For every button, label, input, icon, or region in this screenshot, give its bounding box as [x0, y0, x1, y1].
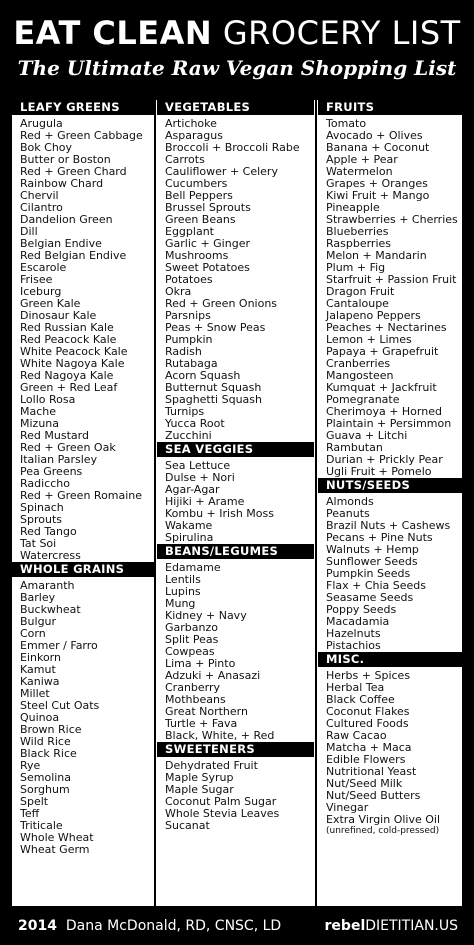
list-item: Cilantro	[20, 201, 63, 214]
list-item: Bok Choy	[20, 141, 73, 154]
list-item: Walnuts + Hemp	[326, 543, 419, 556]
list-item: Flax + Chia Seeds	[326, 579, 427, 592]
list-item: Seasame Seeds	[326, 591, 414, 604]
list-item: Maple Syrup	[165, 771, 234, 784]
list-item: Pea Greens	[20, 465, 83, 478]
list-item: Red Belgian Endive	[20, 249, 127, 262]
list-item: Pumpkin	[165, 333, 213, 346]
list-item: Peaches + Nectarines	[326, 321, 447, 334]
list-item: Hijiki + Arame	[165, 495, 245, 508]
list-item: Cowpeas	[165, 645, 215, 658]
list-item: Kamut	[20, 663, 56, 676]
section-nuts-seeds	[318, 478, 462, 652]
list-item: Wheat Germ	[20, 843, 90, 856]
list-item: Spirulina	[165, 531, 214, 544]
list-item: Garlic + Ginger	[165, 237, 250, 250]
column-right	[318, 100, 462, 837]
section-heading: VEGETABLES	[157, 100, 314, 115]
list-item: Coconut Palm Sugar	[165, 795, 277, 808]
list-item: Lollo Rosa	[20, 393, 76, 406]
list-item: Spaghetti Squash	[165, 393, 262, 406]
list-item: Ugli Fruit + Pomelo	[326, 465, 432, 478]
list-item: Rainbow Chard	[20, 177, 104, 190]
list-item: Bell Peppers	[165, 189, 233, 202]
section-heading: BEANS/LEGUMES	[157, 544, 314, 559]
section-misc	[318, 652, 462, 837]
list-item: Melon + Mandarin	[326, 249, 427, 262]
column-middle	[157, 100, 314, 832]
list-item: Starfruit + Passion Fruit	[326, 273, 457, 286]
list-item: Kaniwa	[20, 675, 60, 688]
list-item: Pecans + Pine Nuts	[326, 531, 433, 544]
list-item: Amaranth	[20, 579, 75, 592]
item-list	[318, 118, 462, 478]
item-list	[318, 496, 462, 652]
list-item: Green Kale	[20, 297, 81, 310]
list-item: Adzuki + Anasazi	[165, 669, 261, 682]
list-item: Black, White, + Red	[165, 729, 275, 742]
list-item: Yucca Root	[165, 417, 225, 430]
list-item: Red + Green Cabbage	[20, 129, 143, 142]
list-item: Herbs + Spices	[326, 669, 411, 682]
list-item: Quinoa	[20, 711, 60, 724]
section-heading: SEA VEGGIES	[157, 442, 314, 457]
list-item: Lima + Pinto	[165, 657, 236, 670]
list-item: Guava + Litchi	[326, 429, 408, 442]
list-item: Nut/Seed Butters	[326, 789, 421, 802]
list-item: Buckwheat	[20, 603, 81, 616]
list-item: Cauliflower + Celery	[165, 165, 278, 178]
list-item: Blueberries	[326, 225, 389, 238]
list-item: Raw Cacao	[326, 729, 387, 742]
list-item: Edible Flowers	[326, 753, 406, 766]
list-item: Red + Green Chard	[20, 165, 127, 178]
section-whole-grains	[12, 562, 154, 856]
list-item: Rye	[20, 759, 41, 772]
list-item: Watercress	[20, 549, 81, 562]
footer-site-rest: DIETITIAN.US	[365, 918, 458, 934]
item-list	[157, 760, 314, 832]
list-item: Cranberry	[165, 681, 221, 694]
list-item: Lentils	[165, 573, 201, 586]
list-item: Rutabaga	[165, 357, 218, 370]
list-item: Durian + Prickly Pear	[326, 453, 443, 466]
list-item: Red Peacock Kale	[20, 333, 117, 346]
list-item: Peanuts	[326, 507, 370, 520]
list-item: Radiccho	[20, 477, 70, 490]
list-item: Cantaloupe	[326, 297, 389, 310]
list-item: Arugula	[20, 117, 63, 130]
list-item: Nut/Seed Milk	[326, 777, 403, 790]
list-item: Iceburg	[20, 285, 62, 298]
list-item: Turnips	[165, 405, 205, 418]
list-item: Lupins	[165, 585, 201, 598]
section-beans-legumes	[157, 544, 314, 742]
list-item: Brown Rice	[20, 723, 82, 736]
item-list	[318, 670, 462, 826]
list-item: Mizuna	[20, 417, 60, 430]
section-heading: LEAFY GREENS	[12, 100, 154, 115]
title-light: GROCERY LIST	[222, 14, 461, 52]
list-item: Mothbeans	[165, 693, 226, 706]
item-list	[157, 562, 314, 742]
list-item: Kumquat + Jackfruit	[326, 381, 437, 394]
header	[0, 0, 474, 98]
list-item: Spinach	[20, 501, 64, 514]
list-item: Extra Virgin Olive Oil	[326, 813, 441, 826]
list-item: Carrots	[165, 153, 205, 166]
list-item: Dragon Fruit	[326, 285, 395, 298]
list-item: Artichoke	[165, 117, 217, 130]
list-item: Raspberries	[326, 237, 392, 250]
footer-credit	[18, 918, 281, 934]
list-item: Kidney + Navy	[165, 609, 247, 622]
list-item: Jalapeno Peppers	[326, 309, 421, 322]
list-item: Banana + Coconut	[326, 141, 430, 154]
list-item: Whole Wheat	[20, 831, 94, 844]
title-bold: EAT CLEAN	[13, 14, 213, 52]
list-item: Pistachios	[326, 639, 381, 652]
list-item: Red Tango	[20, 525, 77, 538]
section-fruits	[318, 100, 462, 478]
list-item: Red + Green Oak	[20, 441, 116, 454]
list-item: Turtle + Fava	[165, 717, 238, 730]
list-item: Frisee	[20, 273, 53, 286]
list-item: Tat Soi	[20, 537, 57, 550]
list-item: Chervil	[20, 189, 59, 202]
list-item: Pomegranate	[326, 393, 400, 406]
list-item: Brazil Nuts + Cashews	[326, 519, 451, 532]
list-item: Rambutan	[326, 441, 383, 454]
list-item: Watermelon	[326, 165, 393, 178]
list-item: Dehydrated Fruit	[165, 759, 258, 772]
list-item: Red + Green Romaine	[20, 489, 143, 502]
list-item: Triticale	[20, 819, 63, 832]
page-title	[0, 14, 474, 52]
list-item: Lemon + Limes	[326, 333, 412, 346]
list-item: Italian Parsley	[20, 453, 98, 466]
list-item: Hazelnuts	[326, 627, 381, 640]
list-item: Green + Red Leaf	[20, 381, 118, 394]
section-leafy-greens	[12, 100, 154, 562]
section-heading: MISC.	[318, 652, 462, 667]
list-item: White Nagoya Kale	[20, 357, 125, 370]
item-list	[157, 460, 314, 544]
list-item: Brussel Sprouts	[165, 201, 251, 214]
list-item: Potatoes	[165, 273, 213, 286]
section-sweeteners	[157, 742, 314, 832]
footer-author: Dana McDonald, RD, CNSC, LD	[65, 918, 282, 934]
list-item: Matcha + Maca	[326, 741, 412, 754]
list-item: Sorghum	[20, 783, 70, 796]
list-item: Plaintain + Persimmon	[326, 417, 452, 430]
list-item: Great Northern	[165, 705, 248, 718]
list-item: Sweet Potatoes	[165, 261, 250, 274]
list-item: Dill	[20, 225, 38, 238]
list-item: Okra	[165, 285, 192, 298]
item-list	[157, 118, 314, 442]
list-item: Edamame	[165, 561, 221, 574]
list-item: Black Rice	[20, 747, 77, 760]
list-item: Mushrooms	[165, 249, 229, 262]
list-item: Zucchini	[165, 429, 212, 442]
list-item: Corn	[20, 627, 46, 640]
list-item: Black Coffee	[326, 693, 395, 706]
list-item: Avocado + Olives	[326, 129, 423, 142]
list-item: Macadamia	[326, 615, 390, 628]
column-divider	[154, 100, 156, 906]
list-item: Pineapple	[326, 201, 380, 214]
list-item: Parsnips	[165, 309, 211, 322]
section-vegetables	[157, 100, 314, 442]
list-item: Dandelion Green	[20, 213, 113, 226]
list-item: Spelt	[20, 795, 49, 808]
list-item: Nutritional Yeast	[326, 765, 417, 778]
list-item: Mangosteen	[326, 369, 394, 382]
section-sea-veggies	[157, 442, 314, 544]
list-item: Red Mustard	[20, 429, 89, 442]
list-item: Sunflower Seeds	[326, 555, 418, 568]
list-item: Tomato	[326, 117, 367, 130]
list-item: Almonds	[326, 495, 374, 508]
list-item: Butter or Boston	[20, 153, 111, 166]
list-item: Steel Cut Oats	[20, 699, 100, 712]
list-item: Mache	[20, 405, 57, 418]
footer-site-bold: rebel	[324, 918, 366, 934]
list-item: Vinegar	[326, 801, 369, 814]
list-item: Herbal Tea	[326, 681, 385, 694]
list-item: Wakame	[165, 519, 213, 532]
list-item: Poppy Seeds	[326, 603, 397, 616]
list-item: Pumpkin Seeds	[326, 567, 411, 580]
section-heading: FRUITS	[318, 100, 462, 115]
list-item: Coconut Flakes	[326, 705, 410, 718]
list-item: Red Nagoya Kale	[20, 369, 114, 382]
list-item: Sucanat	[165, 819, 210, 832]
list-item: Red + Green Onions	[165, 297, 278, 310]
list-item: Wild Rice	[20, 735, 71, 748]
list-item: White Peacock Kale	[20, 345, 128, 358]
list-item: Semolina	[20, 771, 72, 784]
list-item: Mung	[165, 597, 196, 610]
list-item: Red Russian Kale	[20, 321, 114, 334]
list-item: Bulgur	[20, 615, 57, 628]
list-item: Garbanzo	[165, 621, 218, 634]
list-item: Dulse + Nori	[165, 471, 235, 484]
list-item: Belgian Endive	[20, 237, 102, 250]
list-item: Kiwi Fruit + Mango	[326, 189, 430, 202]
list-item: Whole Stevia Leaves	[165, 807, 280, 820]
list-item: Kombu + Irish Moss	[165, 507, 274, 520]
column-left	[12, 100, 154, 856]
list-item: Einkorn	[20, 651, 61, 664]
column-divider	[315, 100, 317, 906]
list-item: Barley	[20, 591, 56, 604]
list-item: Radish	[165, 345, 202, 358]
list-item: Asparagus	[165, 129, 223, 142]
list-item: Maple Sugar	[165, 783, 234, 796]
page-subtitle: The Ultimate Raw Vegan Shopping List	[17, 56, 457, 80]
list-item: Sea Lettuce	[165, 459, 231, 472]
item-list	[12, 118, 154, 562]
list-item: Cucumbers	[165, 177, 228, 190]
footer	[0, 906, 474, 945]
list-item: Cultured Foods	[326, 717, 409, 730]
list-item: Peas + Snow Peas	[165, 321, 266, 334]
list-item: Papaya + Grapefruit	[326, 345, 439, 358]
list-item: Sprouts	[20, 513, 62, 526]
footer-site	[325, 918, 458, 934]
list-item: Millet	[20, 687, 50, 700]
list-item: Cranberries	[326, 357, 391, 370]
section-heading: NUTS/SEEDS	[318, 478, 462, 493]
list-item: Broccoli + Broccoli Rabe	[165, 141, 300, 154]
section-heading: WHOLE GRAINS	[12, 562, 154, 577]
list-item: Cherimoya + Horned	[326, 405, 442, 418]
list-item: Split Peas	[165, 633, 219, 646]
list-item: Plum + Fig	[326, 261, 386, 274]
list-item: Agar-Agar	[165, 483, 220, 496]
list-item: Apple + Pear	[326, 153, 398, 166]
list-item: Green Beans	[165, 213, 236, 226]
list-item: Emmer / Farro	[20, 639, 98, 652]
section-heading: SWEETENERS	[157, 742, 314, 757]
list-item: Eggplant	[165, 225, 214, 238]
list-item: Grapes + Oranges	[326, 177, 428, 190]
list-item: Butternut Squash	[165, 381, 262, 394]
footer-year: 2014	[18, 918, 57, 934]
list-item: Acorn Squash	[165, 369, 241, 382]
list-panel	[12, 100, 462, 906]
list-item: Teff	[20, 807, 40, 820]
list-item: Strawberries + Cherries	[326, 213, 458, 226]
item-list	[12, 580, 154, 856]
olive-oil-note: (unrefined, cold-pressed)	[326, 826, 440, 836]
list-item: Escarole	[20, 261, 67, 274]
list-item: Dinosaur Kale	[20, 309, 97, 322]
